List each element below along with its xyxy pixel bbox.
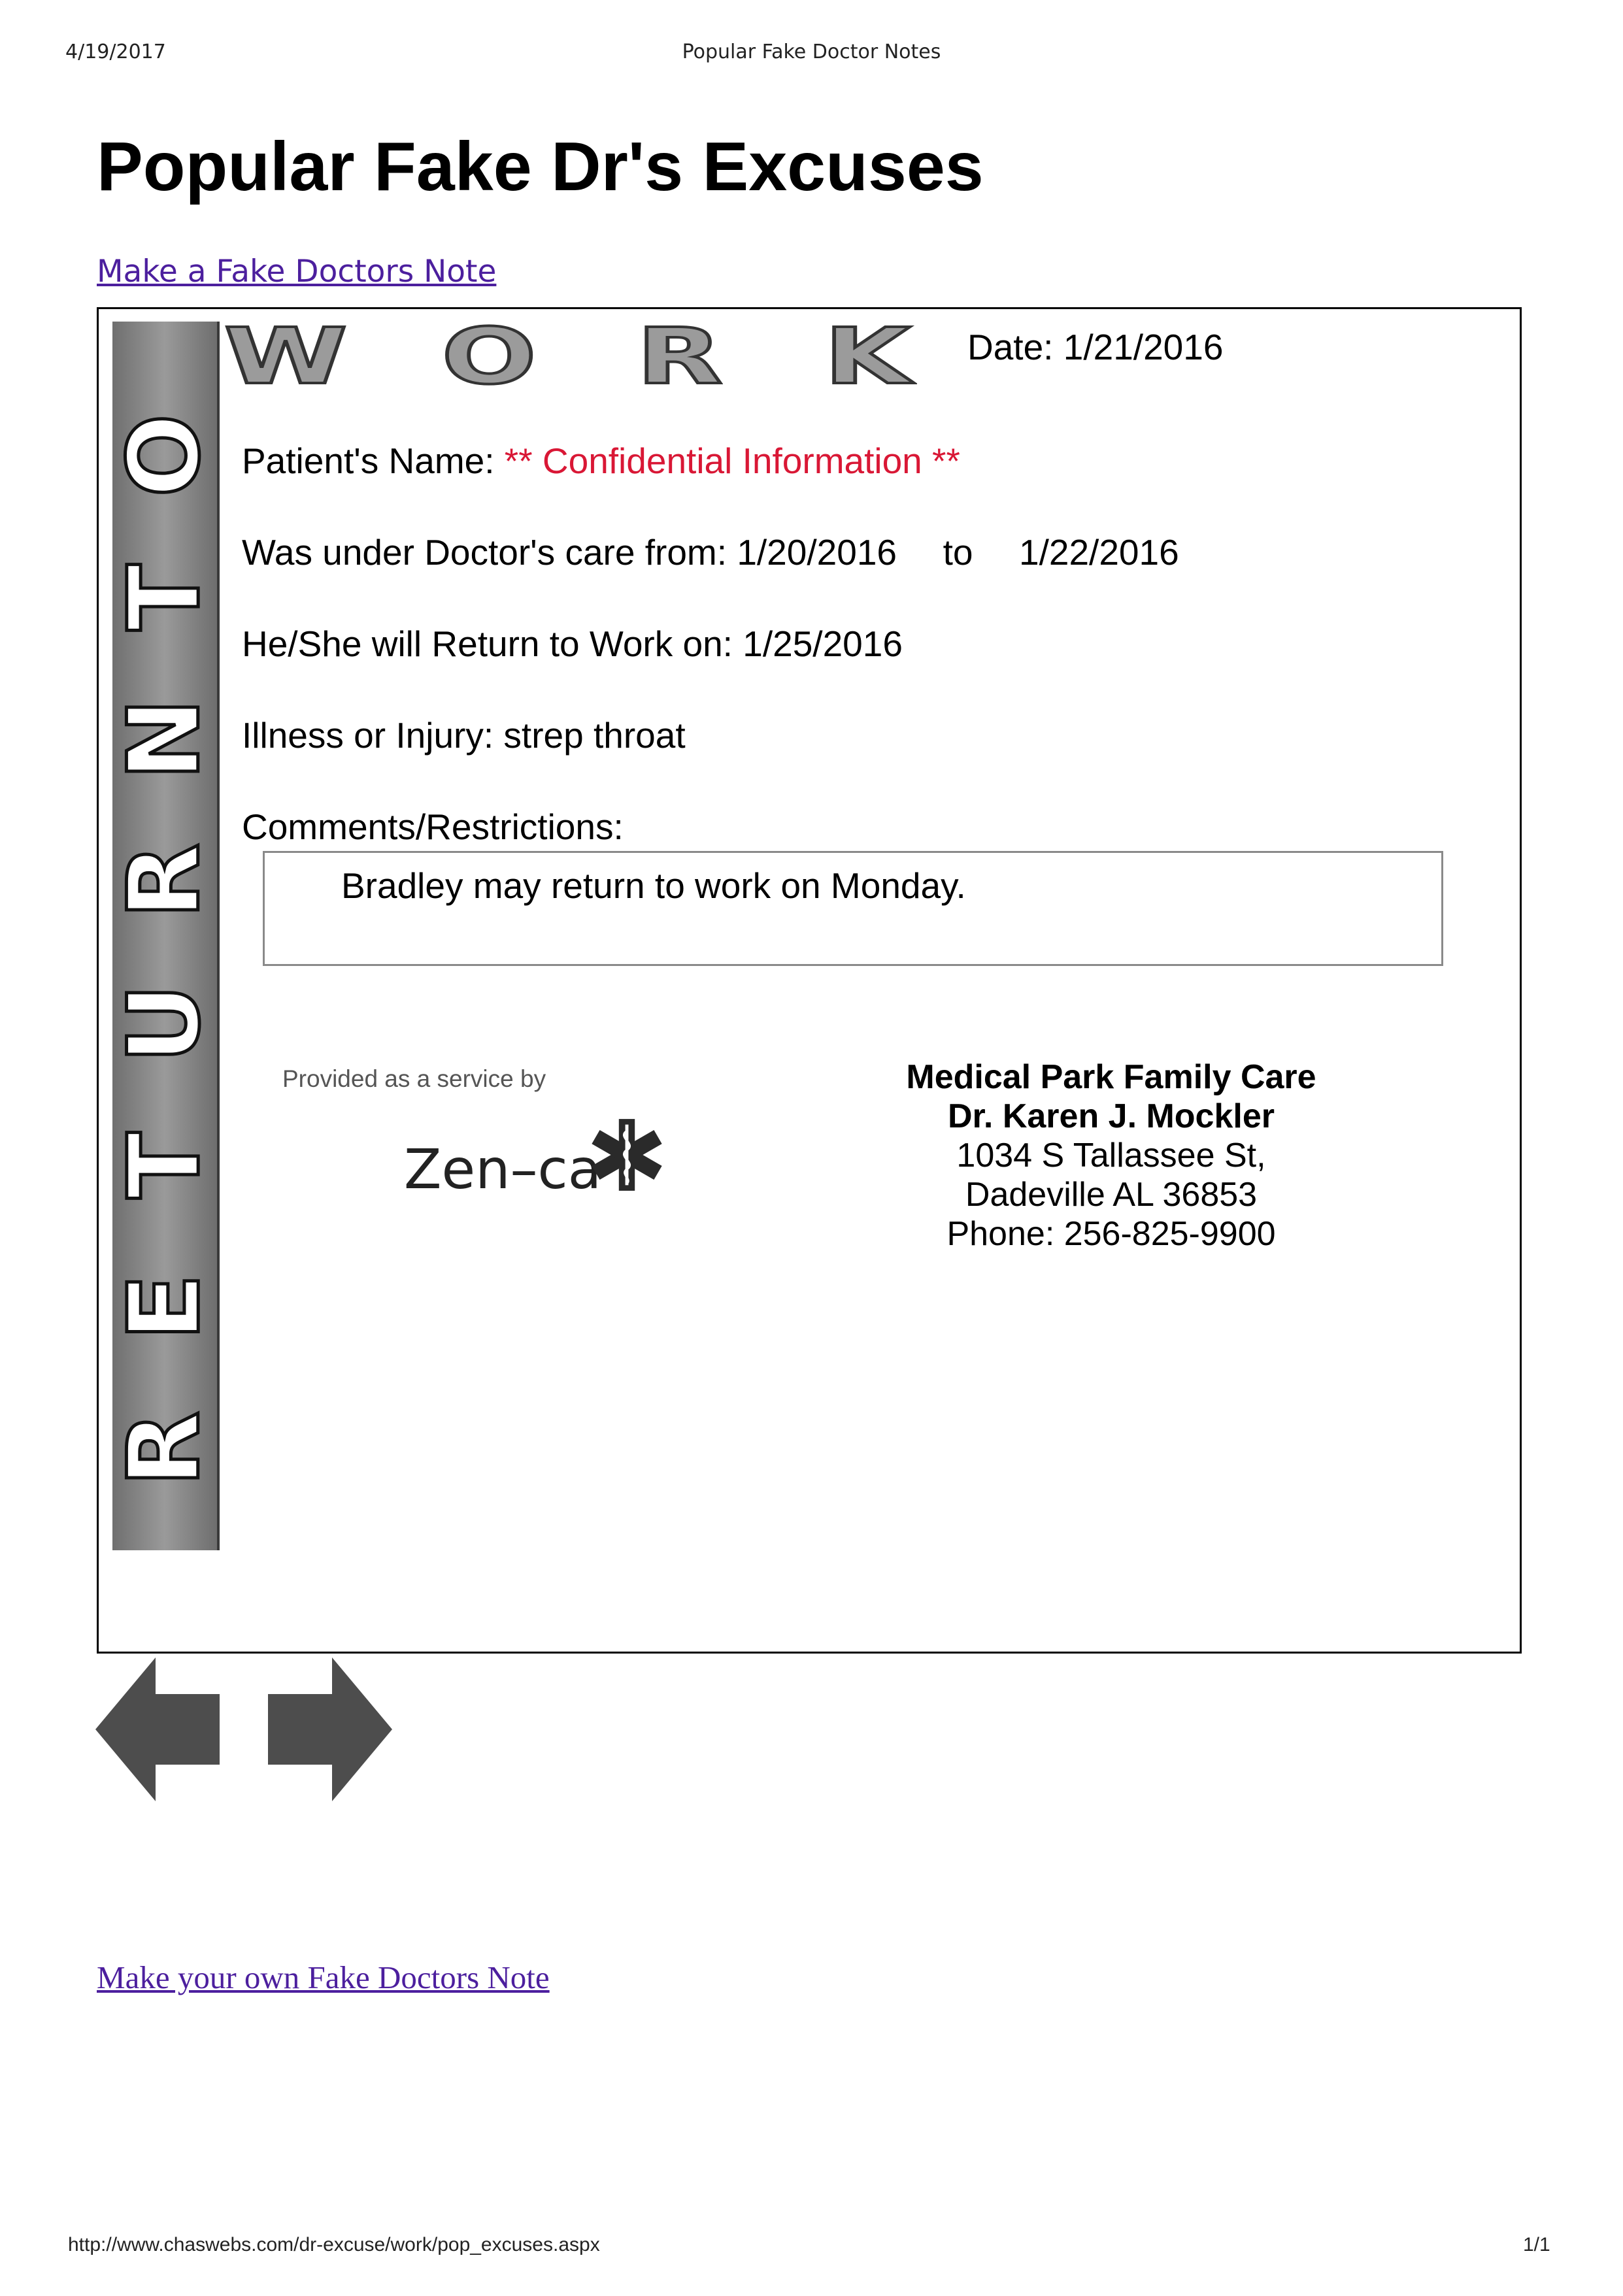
return-to-vertical-banner <box>107 322 222 1550</box>
care-to: 1/22/2016 <box>1019 532 1179 573</box>
note-date <box>967 324 1223 370</box>
work-letter: O <box>441 311 537 401</box>
clinic-doctor: Dr. Karen J. Mockler <box>948 1097 1275 1135</box>
work-letter: R <box>636 311 723 401</box>
patient-label: Patient's Name: <box>242 441 495 481</box>
banner-letter: U <box>108 983 222 1063</box>
work-letter: W <box>224 311 348 401</box>
care-from: 1/20/2016 <box>737 532 897 573</box>
patient-name-line <box>242 438 960 484</box>
care-to-word: to <box>943 532 973 573</box>
work-letter: K <box>823 311 911 401</box>
banner-letter: R <box>107 1411 222 1487</box>
illness-value: strep throat <box>503 715 686 756</box>
footer-url: http://www.chaswebs.com/dr-excuse/work/pop_excuses.aspx <box>68 2234 600 2255</box>
banner-letter: T <box>107 1131 222 1199</box>
banner-letter: N <box>107 698 222 781</box>
make-your-own-note-link[interactable]: Make your own Fake Doctors Note <box>97 1959 550 1995</box>
date-label: Date: <box>967 327 1054 367</box>
illness-label: Illness or Injury: <box>242 715 494 756</box>
banner-letter: T <box>107 563 222 631</box>
return-date-line <box>242 621 903 667</box>
comments-value: Bradley may return to work on Monday. <box>341 865 966 906</box>
illness-line <box>242 712 686 758</box>
footer-page-count: 1/1 <box>1523 2234 1550 2255</box>
return-value: 1/25/2016 <box>743 624 903 664</box>
right-arrow-icon[interactable] <box>268 1657 392 1801</box>
banner-letter: R <box>107 843 222 920</box>
care-label: Was under Doctor's care from: <box>242 532 728 573</box>
return-label: He/She will Return to Work on: <box>242 624 733 664</box>
star-of-life-icon <box>587 1115 667 1195</box>
banner-letter: O <box>107 414 222 497</box>
make-fake-note-link[interactable]: Make a Fake Doctors Note <box>97 254 497 290</box>
page-title: Popular Fake Dr's Excuses <box>97 128 984 205</box>
patient-value: ** Confidential Information ** <box>504 441 960 481</box>
left-arrow-icon[interactable] <box>95 1657 220 1801</box>
clinic-address-line2: Dadeville AL 36853 <box>965 1176 1258 1214</box>
zenca-logo: Zen–ca <box>404 1137 602 1201</box>
print-header-title: Popular Fake Doctor Notes <box>682 41 941 63</box>
work-banner <box>224 311 911 401</box>
comments-label: Comments/Restrictions: <box>242 807 624 847</box>
clinic-address-line1: 1034 S Tallassee St, <box>956 1137 1266 1174</box>
doctor-note <box>97 307 1522 1654</box>
banner-letter: E <box>108 1273 222 1341</box>
clinic-name: Medical Park Family Care <box>906 1058 1316 1096</box>
provided-by-text: Provided as a service by <box>282 1065 546 1092</box>
print-header-date: 4/19/2017 <box>65 41 166 63</box>
date-value: 1/21/2016 <box>1063 327 1224 367</box>
care-dates-line <box>242 529 1179 575</box>
clinic-phone: Phone: 256-825-9900 <box>946 1215 1276 1253</box>
